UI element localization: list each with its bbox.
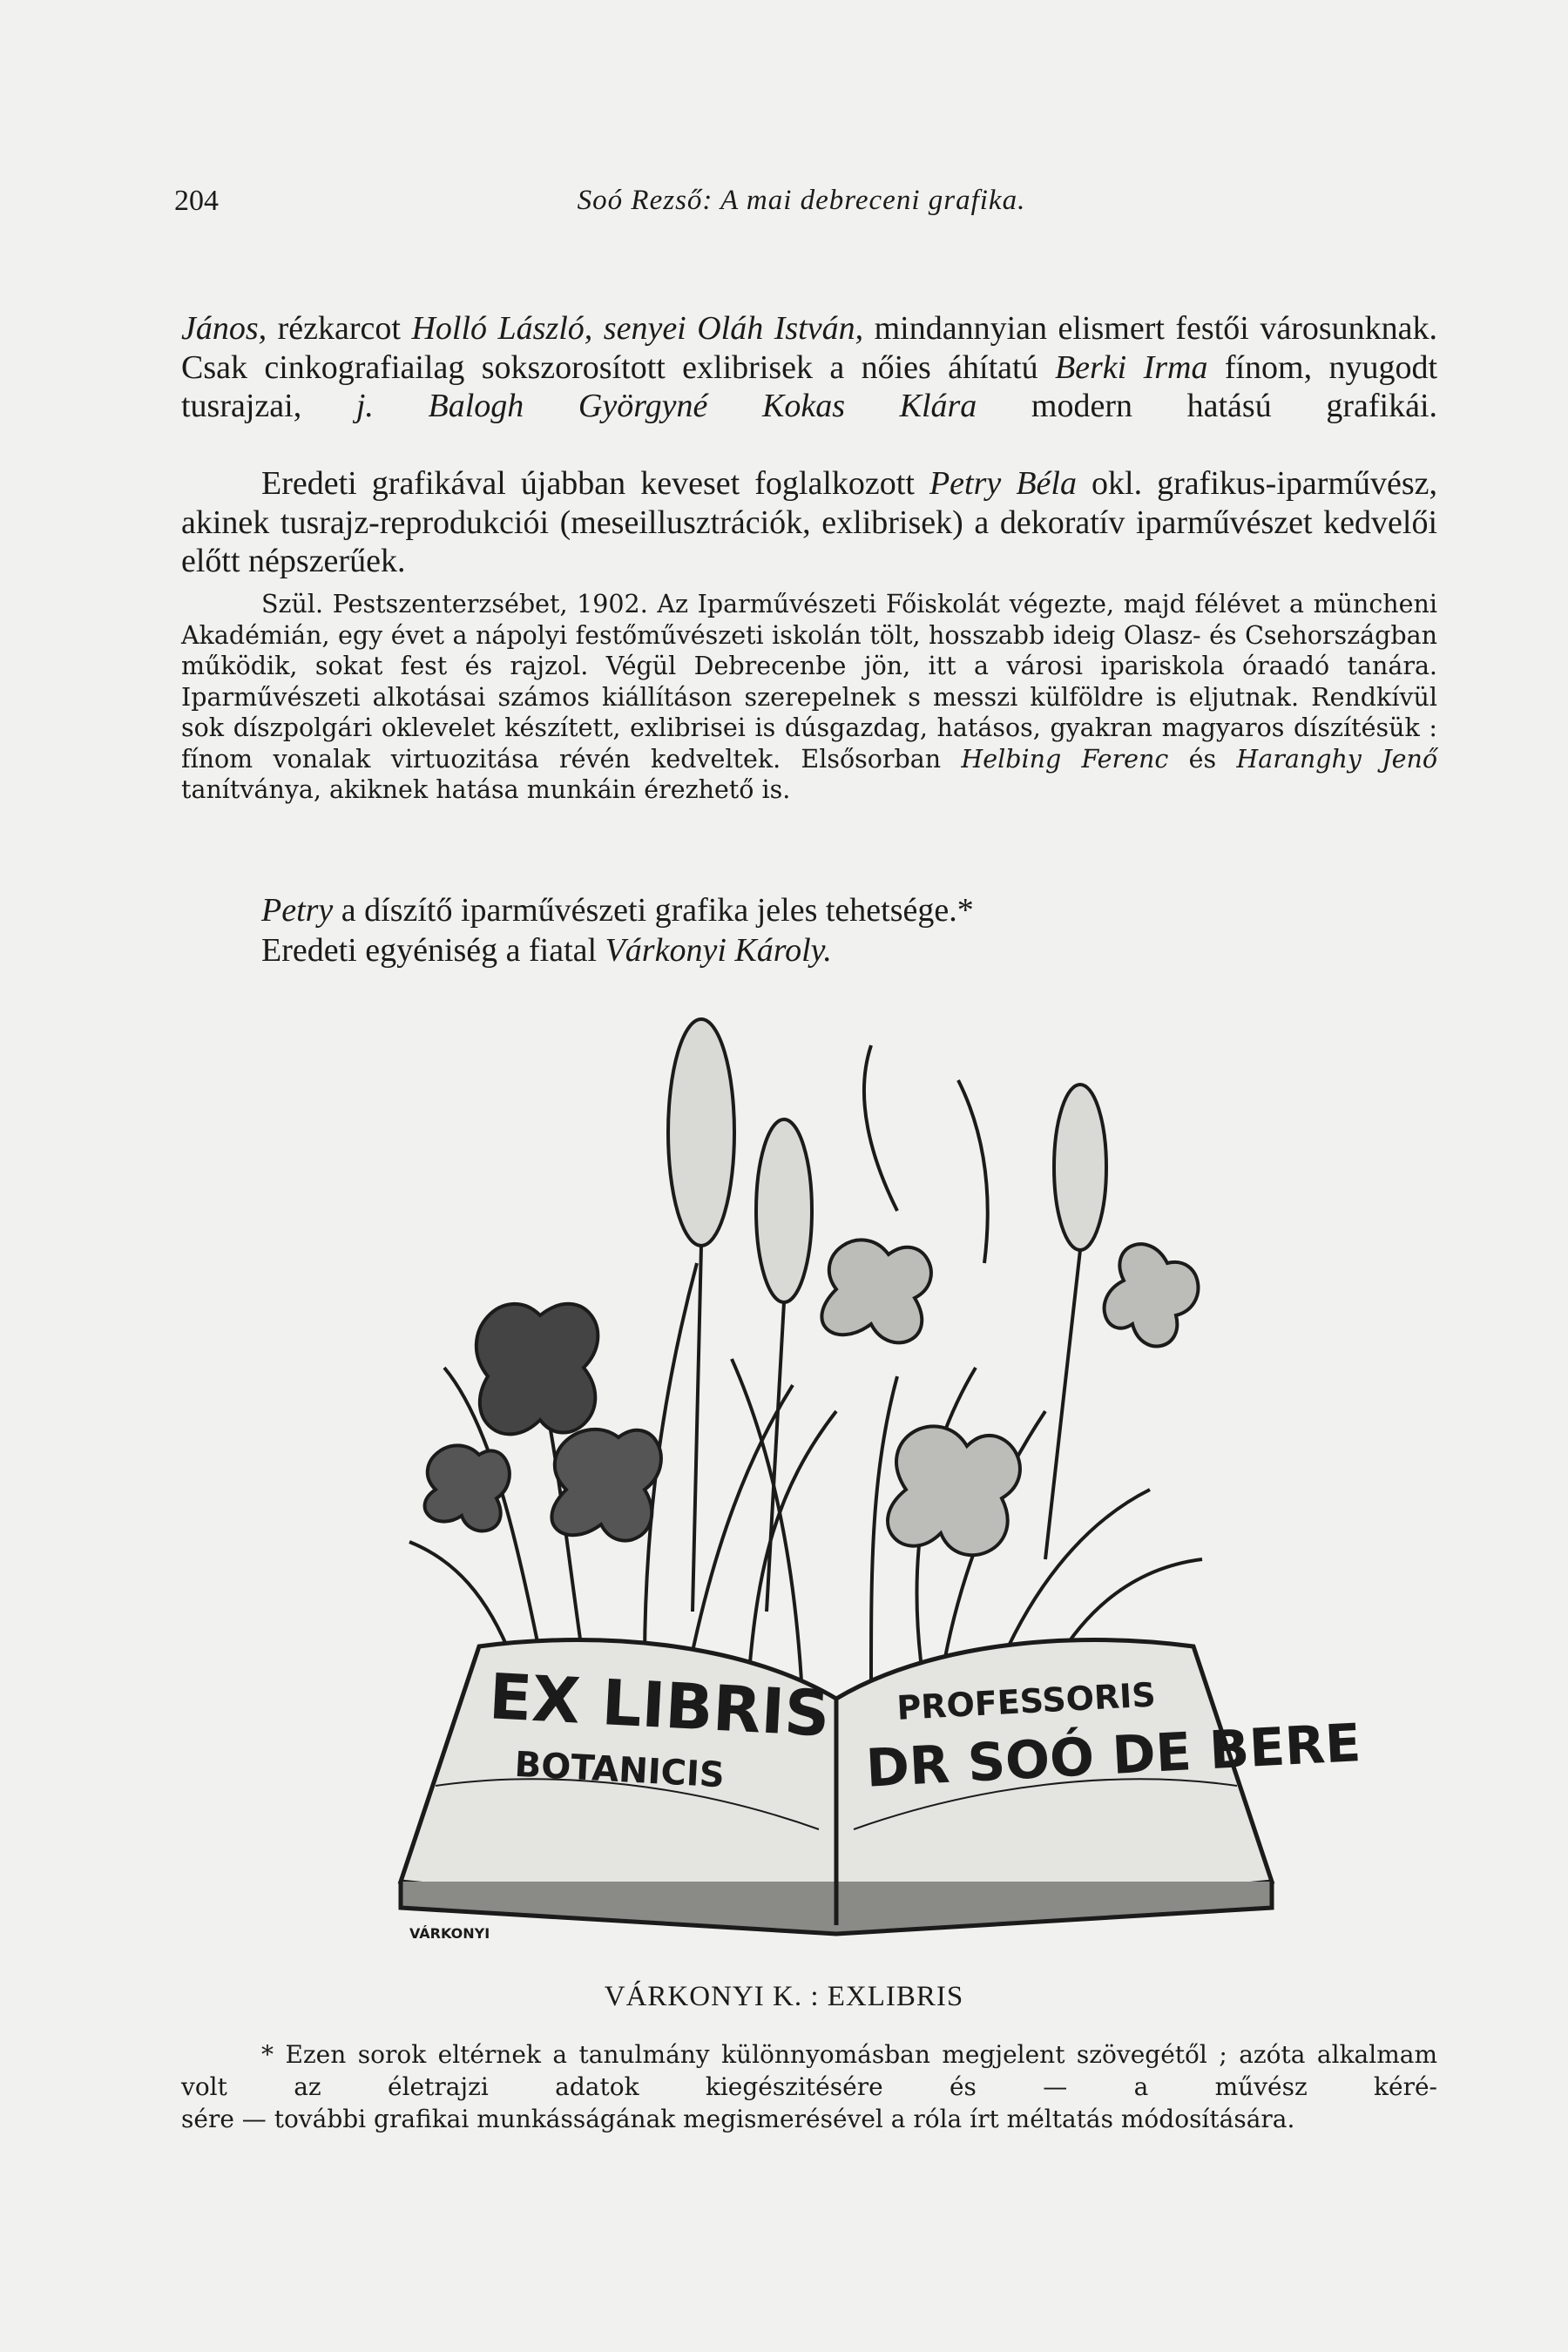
italic-name: Helbing Ferenc (961, 744, 1169, 774)
italic-name: Haranghy Jenő (1236, 744, 1437, 774)
italic-name: Petry Béla (929, 465, 1077, 502)
exlibris-left-line2: BOTANICIS (513, 1744, 726, 1796)
italic-name: Holló László, senyei Oláh István, (411, 310, 864, 347)
footnote (181, 2038, 1437, 2135)
italic-name: Berki Irma (1054, 348, 1208, 386)
italic-name: Petry (261, 892, 334, 929)
paragraph-2 (181, 464, 1437, 581)
paragraph-text: rézkarcot (267, 310, 412, 347)
flower-bouquet (409, 1019, 1202, 1681)
exlibris-right-line2: DR SOÓ DE BERE (864, 1713, 1362, 1800)
paragraph-text: tanítványa, akiknek hatása munkáin érezhető is. (181, 775, 791, 804)
paragraph-1 (181, 309, 1437, 426)
footnote-text-1: * Ezen sorok eltérnek a tanulmány különnyomásban megjelent szövegétől ; azóta alkalmam volt az életrajzi adatok kiegészitésére és — a művész kéré- (181, 2040, 1437, 2101)
italic-name: j. Balogh Györgyné Kokas Klára (355, 388, 977, 424)
paragraph-text: modern hatású grafikái. (977, 388, 1437, 424)
paragraph-text: Eredeti grafikával újabban keveset foglalkozott (261, 465, 929, 502)
paragraph-text: a díszítő iparművészeti grafika jeles tehetsége.* (333, 892, 974, 929)
closing-line-1 (261, 890, 974, 930)
exlibris-right-line1: PROFESSORIS (896, 1675, 1157, 1727)
paragraph-text: Eredeti egyéniség a fiatal (261, 932, 605, 969)
page-header (174, 185, 1429, 228)
paragraph-text: mindannyian elismert festői városunknak. Csak cinkografiailag sokszorosított exlibrisek a nőies áhítatú (181, 310, 1437, 386)
exlibris-left-line1: EX LIBRIS (487, 1659, 832, 1751)
paragraph-text: Szül. Pestszenterzsébet, 1902. Az Iparművészeti Főiskolát végezte, majd félévet a müncheni Akadémián, egy évet a nápolyi festőművészeti iskolán tölt, hosszabb ideig Olasz- és Csehországban működik, sokat fest és rajzol. Végül Debrecenbe jön, itt a városi ipariskola óraadó tanára. Iparművészeti alkotásai számos kiállításon szerepelnek s messzi külföldre is eljutnak. Rendkívül sok díszpolgári oklevelet készített, exlibrisei is dúsgazdag, hatásos, gyakran magyaros díszítésük : fínom vonalak virtuozitása révén kedveltek. Elsősorban (181, 590, 1437, 774)
footnote-text-2: sére — további grafikai munkásságának megismerésével a róla írt méltatás módosítására. (181, 2105, 1295, 2133)
running-title: Soó Rezső: A mai debreceni grafika. (577, 185, 1026, 216)
exlibris-illustration (383, 1002, 1362, 1943)
italic-name: János, (181, 310, 267, 347)
italic-name: Várkonyi Károly. (605, 932, 832, 969)
closing-lines (261, 890, 974, 970)
paragraph-text: és (1168, 744, 1237, 774)
artist-signature: VÁRKONYI (409, 1925, 490, 1942)
paragraph-text: fínom, nyugodt tusrajzai, (181, 348, 1438, 424)
figure-caption: VÁRKONYI K. : EXLIBRIS (604, 1981, 964, 2012)
page-number: 204 (174, 185, 219, 217)
paragraph-3-biography (181, 589, 1437, 806)
closing-line-2 (261, 930, 974, 970)
paragraph-text: okl. grafikus-iparművész, akinek tusrajz-reprodukciói (meseillusztrációk, exlibrisek) a dekoratív iparművészet kedvelői előtt népszerűek. (181, 465, 1437, 579)
